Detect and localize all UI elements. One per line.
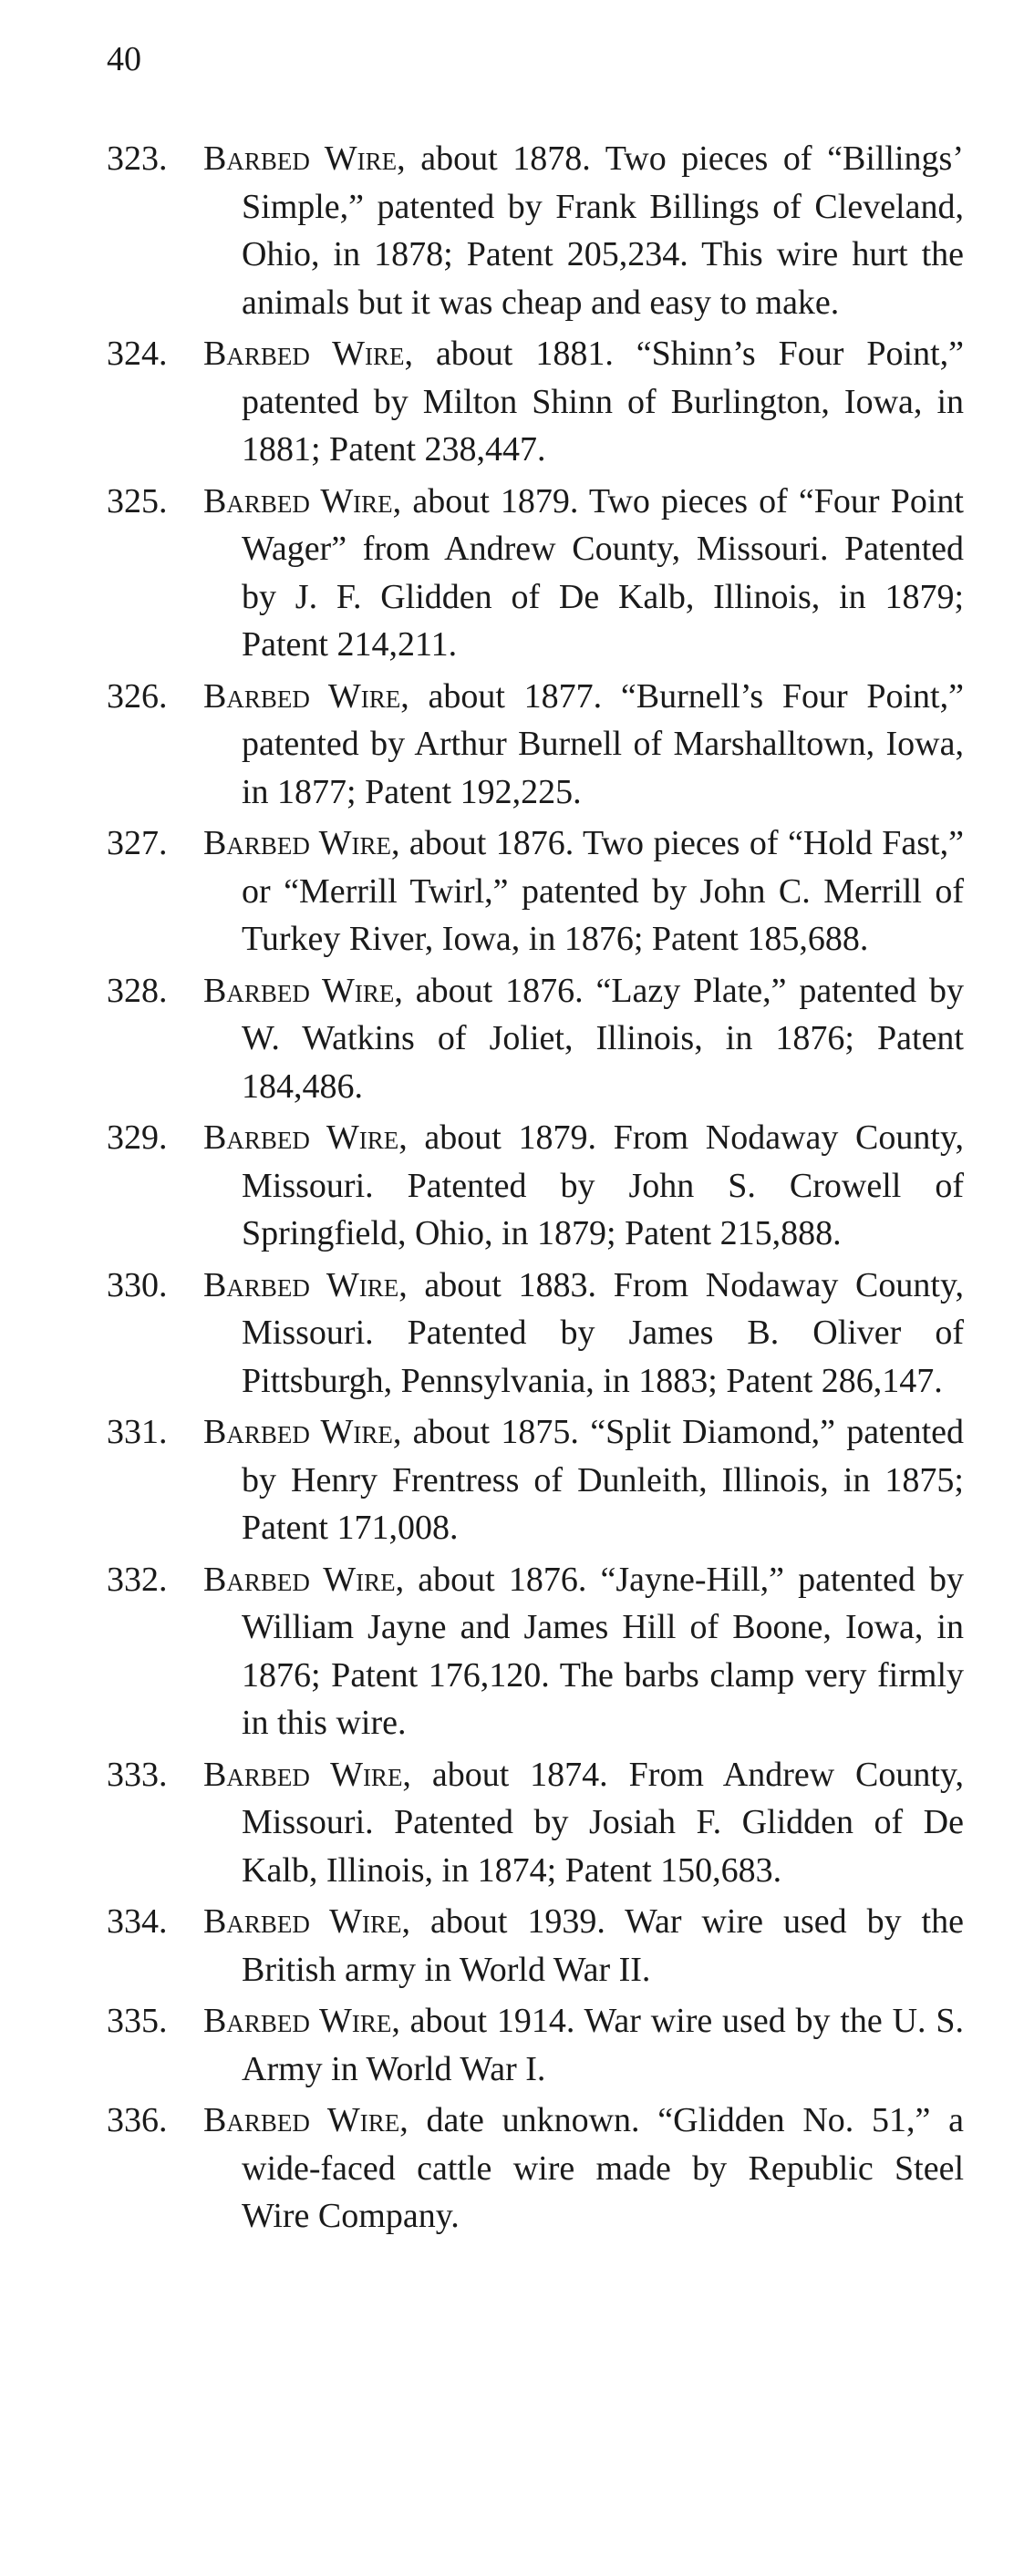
entry-text: “Shinn’s Four Point,” patented by Milton Shinn of Burlington, Iowa, in 1881; Patent 238,447. [242,335,964,469]
entry-number: 334. [107,1902,168,1941]
entry-lead [203,2002,574,2040]
entry-date: about 1877. [409,676,603,716]
entry-heading: Barbed Wire, [203,2002,400,2040]
entry-lead [203,824,574,862]
catalog-entry [0,1114,964,1258]
entry-date: about 1875. [401,1413,579,1451]
entry-date: about 1883. [407,1265,597,1304]
entry-number: 329. [107,1118,168,1157]
entry-heading: Barbed Wire, [203,1755,411,1794]
catalog-entry [0,819,964,963]
entry-text: From Nodaway County, Missouri. Patented by James B. Oliver of Pittsburgh, Pennsylvania, in 1883; Patent 286,147. [242,1265,964,1400]
entry-date: about 1878. [405,139,591,178]
entry-number: 336. [107,2101,168,2139]
entry-text: Two pieces of “Billings’ Simple,” patented by Frank Billings of Cleveland, Ohio, in 1878; Patent 205,234. This wire hurt the animals but it was cheap and easy to make. [242,139,964,322]
entry-text: “Lazy Plate,” patented by W. Watkins of Joliet, Illinois, in 1876; Patent 184,486. [242,971,964,1106]
entry-lead [203,1413,579,1451]
entry-heading: Barbed Wire, [203,481,402,520]
entry-date: about 1881. [412,335,614,373]
entry-lead [203,1266,596,1304]
entry-number: 332. [107,1560,168,1599]
entry-text: Two pieces of “Hold Fast,” or “Merrill Twirl,” patented by John C. Merrill of Turkey River, Iowa, in 1876; Patent 185,688. [242,824,964,958]
entry-heading: Barbed Wire, [203,1560,405,1599]
catalog-entry [0,1262,964,1406]
catalog-entry [0,478,964,669]
catalog-entry [0,967,964,1111]
entry-lead [203,1561,586,1599]
entry-text: “Jayne-Hill,” patented by William Jayne and James Hill of Boone, Iowa, in 1876; Patent 176,120. The barbs clamp very firmly in this wire. [242,1560,964,1742]
entry-lead [203,1118,596,1157]
entry-date: date unknown. [408,2101,640,2139]
entry-heading: Barbed Wire, [203,1902,410,1941]
entry-number: 333. [107,1755,168,1794]
entry-heading: Barbed Wire, [203,1265,408,1304]
entry-text: From Nodaway County, Missouri. Patented by John S. Crowell of Springfield, Ohio, in 1879; Patent 215,888. [242,1118,964,1252]
entry-date: about 1876. [402,971,584,1010]
catalog-entry [0,1408,964,1552]
entry-text: From Andrew County, Missouri. Patented by Josiah F. Glidden of De Kalb, Illinois, in 1874; Patent 150,683. [242,1755,964,1890]
entry-lead [203,2101,640,2139]
entry-list [0,135,1024,2244]
entry-number: 335. [107,2002,168,2040]
entry-text: Two pieces of “Four Point Wager” from Andrew County, Missouri. Patented by J. F. Glidden of De Kalb, Illinois, in 1879; Patent 214,211. [242,481,964,664]
catalog-entry [0,1751,964,1895]
entry-text: War wire used by the U. S. Army in World War I. [242,2002,964,2088]
entry-heading: Barbed Wire, [203,676,409,716]
entry-heading: Barbed Wire, [203,335,413,373]
entry-text: “Split Diamond,” patented by Henry Frentress of Dunleith, Illinois, in 1875; Patent 171,008. [242,1413,964,1547]
entry-number: 330. [107,1265,168,1304]
entry-lead [203,1756,608,1794]
catalog-entry [0,673,964,817]
entry-number: 325. [107,481,168,520]
entry-lead [203,139,591,178]
entry-lead [203,677,602,716]
catalog-entry [0,330,964,474]
entry-heading: Barbed Wire, [203,139,406,178]
entry-number: 328. [107,971,168,1010]
entry-heading: Barbed Wire, [203,971,403,1010]
catalog-entry [0,135,964,326]
catalog-entry [0,1556,964,1747]
entry-lead [203,335,614,373]
catalog-entry [0,2097,964,2241]
entry-number: 327. [107,824,168,862]
entry-date: about 1874. [410,1755,608,1794]
entry-heading: Barbed Wire, [203,824,400,862]
catalog-entry [0,1898,964,1994]
entry-date: about 1939. [410,1902,605,1941]
entry-date: about 1876. [399,824,574,862]
entry-date: about 1879. [407,1118,597,1157]
entry-date: about 1879. [401,481,579,520]
entry-heading: Barbed Wire, [203,1413,402,1451]
entry-text: “Burnell’s Four Point,” patented by Arthur Burnell of Marshalltown, Iowa, in 1877; Patent 192,225. [242,676,964,811]
entry-number: 331. [107,1413,168,1451]
entry-date: about 1876. [404,1560,587,1599]
entry-number: 324. [107,335,168,373]
entry-number: 326. [107,676,168,716]
entry-text: “Glidden No. 51,” a wide-faced cattle wire made by Republic Steel Wire Company. [242,2101,965,2235]
entry-lead [203,972,584,1010]
entry-number: 323. [107,139,168,178]
catalog-entry [0,1997,964,2093]
entry-lead [203,482,578,520]
entry-lead [203,1902,605,1941]
page-number: 40 [107,40,141,78]
entry-heading: Barbed Wire, [203,2101,409,2139]
entry-text: War wire used by the British army in World War II. [242,1902,964,1989]
entry-date: about 1914. [399,2002,575,2040]
entry-heading: Barbed Wire, [203,1118,408,1157]
